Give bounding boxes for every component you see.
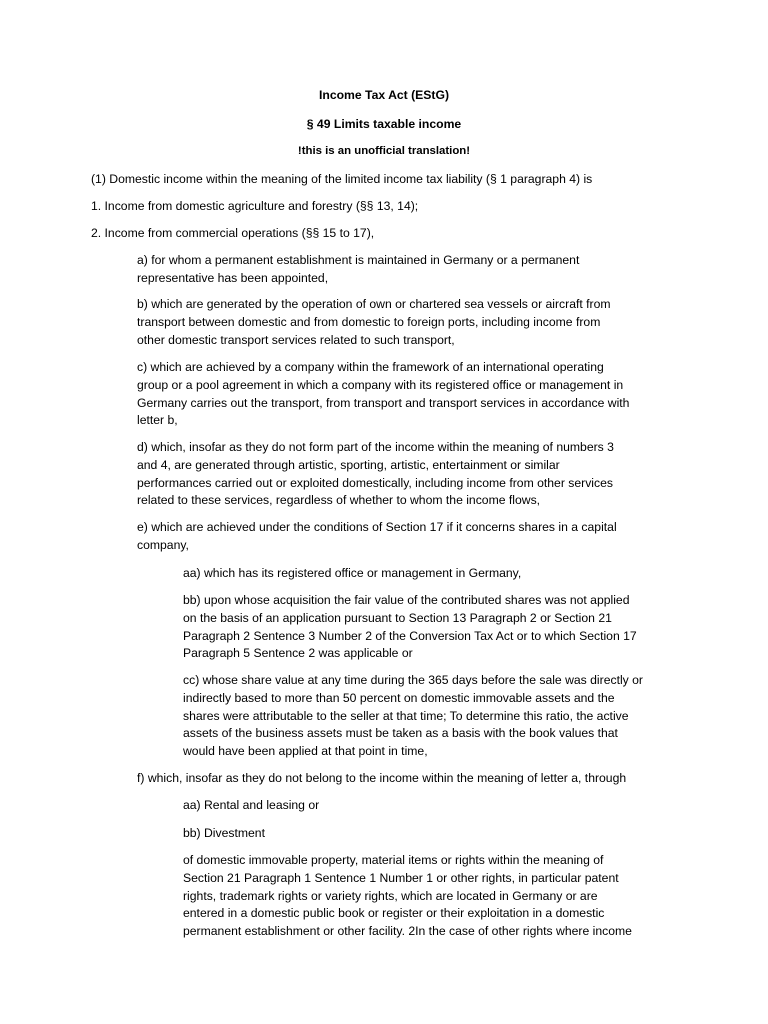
item-d-line: d) which, insofar as they do not form part of the income within the meaning of numbers 3 <box>137 440 614 454</box>
item-d-line: and 4, are generated through artistic, sporting, artistic, entertainment or similar <box>137 457 560 472</box>
item-e <box>137 519 617 555</box>
item-f-bb <box>183 825 265 843</box>
item-e-line: company, <box>137 537 189 552</box>
item-a-line: a) for whom a permanent establishment is maintained in Germany or a permanent <box>137 253 580 267</box>
item-d <box>137 439 614 510</box>
item-e-cc-line: shares were attributable to the seller at that time; To determine this ratio, the active <box>183 708 629 723</box>
item-f-aa-line: aa) Rental and leasing or <box>183 798 320 812</box>
item-e-cc <box>183 672 643 761</box>
item-f-tail-line: Section 21 Paragraph 1 Sentence 1 Number 1 or other rights, in particular patent <box>183 870 619 885</box>
item-e-cc-line: would have been applied at that point in time, <box>183 744 428 759</box>
item-b-line: b) which are generated by the operation of own or chartered sea vessels or aircraft from <box>137 297 611 311</box>
item-c-line: Germany carries out the transport, from transport and transport services in accordance with <box>137 395 630 410</box>
item-e-cc-line: assets of the business assets must be taken as a basis with the book values that <box>183 726 618 741</box>
item-f-aa <box>183 797 319 815</box>
item-d-line: related to these services, regardless of whether to whom the income flows, <box>137 493 541 508</box>
item-c-line: letter b, <box>137 413 178 428</box>
item-f-tail-line: rights, trademark rights or variety rights, which are located in Germany or are <box>183 888 598 903</box>
paragraph-1: (1) Domestic income within the meaning of the limited income tax liability (§ 1 paragraph 4) is <box>91 172 593 186</box>
item-b <box>137 296 611 349</box>
item-e-bb-line: bb) upon whose acquisition the fair value of the contributed shares was not applied <box>183 593 630 607</box>
item-e-cc-line: indirectly based to more than 50 percent on domestic immovable assets and the <box>183 690 615 705</box>
item-f-bb-line: bb) Divestment <box>183 826 265 840</box>
item-f-tail-line: permanent establishment or other facility. 2In the case of other rights where income <box>183 924 632 939</box>
item-a-line: representative has been appointed, <box>137 270 329 285</box>
item-a <box>137 252 579 288</box>
item-c-line: c) which are achieved by a company within the framework of an international operating <box>137 360 604 374</box>
item-e-bb <box>183 592 637 663</box>
translation-notice: !this is an unofficial translation! <box>297 145 471 157</box>
item-f-line: f) which, insofar as they do not belong to the income within the meaning of letter a, through <box>137 771 627 785</box>
item-e-bb-line: Paragraph 5 Sentence 2 was applicable or <box>183 646 413 661</box>
paragraph-number-2: 2. Income from commercial operations (§§ 15 to 17), <box>91 226 375 240</box>
item-f-tail <box>183 852 632 941</box>
section-heading: § 49 Limits taxable income <box>306 117 462 131</box>
item-d-line: performances carried out or exploited domestically, including income from other services <box>137 475 613 490</box>
item-b-line: transport between domestic and from domestic to foreign ports, including income from <box>137 314 601 329</box>
item-e-line: e) which are achieved under the conditions of Section 17 if it concerns shares in a capital <box>137 520 617 534</box>
item-e-cc-line: cc) whose share value at any time during the 365 days before the sale was directly or <box>183 673 643 687</box>
paragraph-number-1: 1. Income from domestic agriculture and forestry (§§ 13, 14); <box>91 199 419 213</box>
item-e-aa <box>183 565 521 583</box>
document-title: Income Tax Act (EStG) <box>318 88 450 102</box>
item-e-bb-line: on the basis of an application pursuant to Section 13 Paragraph 2 or Section 21 <box>183 610 612 625</box>
item-f-tail-line: of domestic immovable property, material items or rights within the meaning of <box>183 853 604 867</box>
item-f-tail-line: entered in a domestic public book or register or their exploitation in a domestic <box>183 906 605 921</box>
item-b-line: other domestic transport services related to such transport, <box>137 332 455 347</box>
item-e-bb-line: Paragraph 2 Sentence 3 Number 2 of the Conversion Tax Act or to which Section 17 <box>183 628 637 643</box>
item-e-aa-line: aa) which has its registered office or management in Germany, <box>183 566 522 580</box>
item-c-line: group or a pool agreement in which a company with its registered office or management in <box>137 377 624 392</box>
item-f <box>137 770 626 788</box>
item-c <box>137 359 629 430</box>
